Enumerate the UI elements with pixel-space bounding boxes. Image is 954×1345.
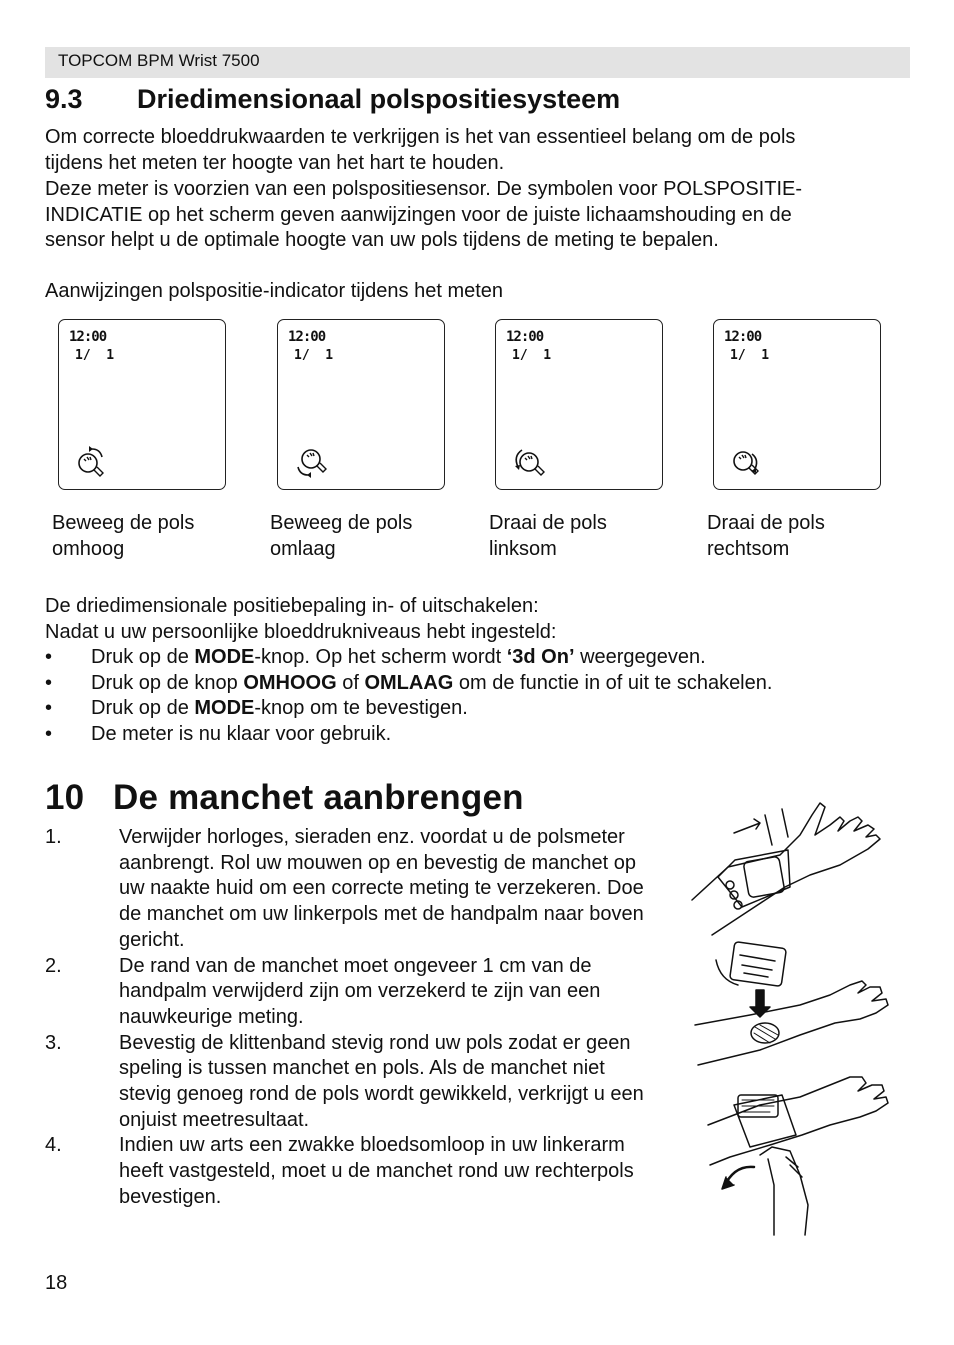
section-title: Driedimensionaal polspositiesysteem [137, 84, 621, 114]
list-item [45, 825, 665, 954]
lcd-time: 12:00 [724, 329, 762, 345]
bold-segment: MODE [194, 646, 255, 668]
wrist-rotate-left-icon [510, 444, 546, 480]
lcd-time: 12:00 [69, 329, 107, 345]
bold-segment: OMLAAG [364, 671, 454, 694]
lcd-date: 1/ 1 [294, 348, 334, 363]
intro-paragraph-1 [45, 125, 915, 176]
text-line: De driedimensionale positiebepaling in- of uitschakelen: [45, 595, 539, 617]
bullet-symbol: • [45, 671, 53, 694]
bullet-text [91, 696, 468, 722]
toggle-intro [45, 594, 915, 645]
list-item [45, 1031, 665, 1134]
text-segment: om de functie in of uit te schakelen. [453, 671, 773, 694]
bullet-symbol: • [45, 697, 53, 720]
text-line: tijdens het meten ter hoogte van het hart te houden. [45, 151, 505, 174]
cuff-on-wrist-drawing [692, 803, 880, 935]
lcd-time: 12:00 [288, 329, 326, 345]
lcd-time: 12:00 [506, 329, 544, 345]
wrist-up-icon [73, 444, 109, 480]
lcd-display-rotate-left [495, 319, 663, 490]
section-heading-9-3 [45, 84, 620, 115]
text-line: INDICATIE op het scherm geven aanwijzingen voor de juiste lichaamshouding en de [45, 203, 792, 226]
bold-segment: MODE [194, 697, 255, 720]
lcd-date: 1/ 1 [75, 348, 115, 363]
text-segment: Druk op de knop [91, 671, 244, 694]
step-text: Bevestig de klittenband stevig rond uw pols zodat er geen speling is tussen manchet en pols. Als de manchet niet stevig genoeg rond de pols wordt gewikkeld, verkrijgt u een onjuist meetresultaat. [119, 1031, 644, 1131]
lcd-date: 1/ 1 [730, 348, 770, 363]
caption-line: Beweeg de pols [270, 512, 413, 534]
caption-line: linksom [489, 537, 557, 560]
page-number: 18 [45, 1272, 68, 1294]
bullet-symbol: • [45, 646, 53, 668]
caption-line: omlaag [270, 537, 336, 560]
text-segment: Druk op de [91, 646, 195, 668]
lcd-display-down [277, 319, 445, 490]
header-bar [45, 47, 910, 78]
bullet-text [91, 671, 772, 697]
step-text: De rand van de manchet moet ongeveer 1 cm van de handpalm verwijderd zijn om verzekerd te zijn van een nauwkeurige meting. [119, 954, 601, 1028]
section-number: 10 [45, 778, 85, 817]
step-number: 3. [45, 1031, 62, 1054]
section-number: 9.3 [45, 84, 83, 114]
caption-line: omhoog [52, 537, 125, 560]
step-number: 2. [45, 954, 62, 977]
bullet-text [91, 645, 706, 671]
section-title: De manchet aanbrengen [113, 778, 524, 817]
header-title: TOPCOM BPM Wrist 7500 [58, 51, 260, 70]
caption-down [270, 511, 450, 562]
list-item [45, 954, 665, 1031]
step-number: 4. [45, 1134, 62, 1157]
caption-rotate-left [489, 511, 669, 562]
section-heading-10 [45, 778, 524, 818]
text-segment: of [336, 671, 365, 694]
velcro-fastening-drawing [708, 1077, 888, 1235]
wrist-down-icon [292, 444, 328, 480]
bullet-text: De meter is nu klaar voor gebruik. [91, 723, 392, 746]
list-item [45, 1133, 665, 1210]
cuff-placement-drawing [695, 942, 888, 1065]
text-line: sensor helpt u de optimale hoogte van uw pols tijdens de meting te bepalen. [45, 229, 719, 252]
indicator-intro: Aanwijzingen polspositie-indicator tijdens het meten [45, 280, 504, 302]
step-text: Indien uw arts een zwakke bloedsomloop in uw linkerarm heeft vastgesteld, moet u de manchet rond uw rechterpols bevestigen. [119, 1134, 634, 1208]
caption-line: Draai de pols [707, 512, 825, 534]
caption-line: Draai de pols [489, 512, 607, 534]
text-segment: -knop. Op het scherm wordt [254, 646, 507, 668]
lcd-display-rotate-right [713, 319, 881, 490]
bold-segment: OMHOOG [243, 671, 337, 694]
text-segment: Druk op de [91, 697, 195, 720]
step-list [45, 825, 665, 1211]
caption-line: Beweeg de pols [52, 512, 195, 534]
text-line: Nadat u uw persoonlijke bloeddrukniveaus hebt ingesteld: [45, 620, 557, 643]
intro-paragraph-2 [45, 177, 915, 254]
text-segment: -knop om te bevestigen. [254, 697, 468, 720]
bullet-symbol: • [45, 723, 53, 746]
text-line: Om correcte bloeddrukwaarden te verkrijgen is het van essentieel belang om de pols [45, 126, 796, 148]
lcd-display-up [58, 319, 226, 490]
cuff-application-illustration [690, 795, 905, 1240]
caption-line: rechtsom [707, 537, 790, 560]
caption-up [52, 511, 232, 562]
step-text: Verwijder horloges, sieraden enz. voordat u de polsmeter aanbrengt. Rol uw mouwen op en bevestig de manchet op uw naakte huid om een correcte meting te verzekeren. Doe de manchet om uw linkerpols met de handpalm naar boven gericht. [119, 826, 644, 951]
lcd-date: 1/ 1 [512, 348, 552, 363]
text-segment: weergegeven. [574, 646, 706, 668]
bold-segment: ‘3d On’ [506, 646, 575, 668]
text-line: Deze meter is voorzien van een polspositiesensor. De symbolen voor POLSPOSITIE- [45, 178, 803, 200]
caption-rotate-right [707, 511, 887, 562]
wrist-rotate-right-icon [728, 444, 764, 480]
step-number: 1. [45, 826, 62, 848]
